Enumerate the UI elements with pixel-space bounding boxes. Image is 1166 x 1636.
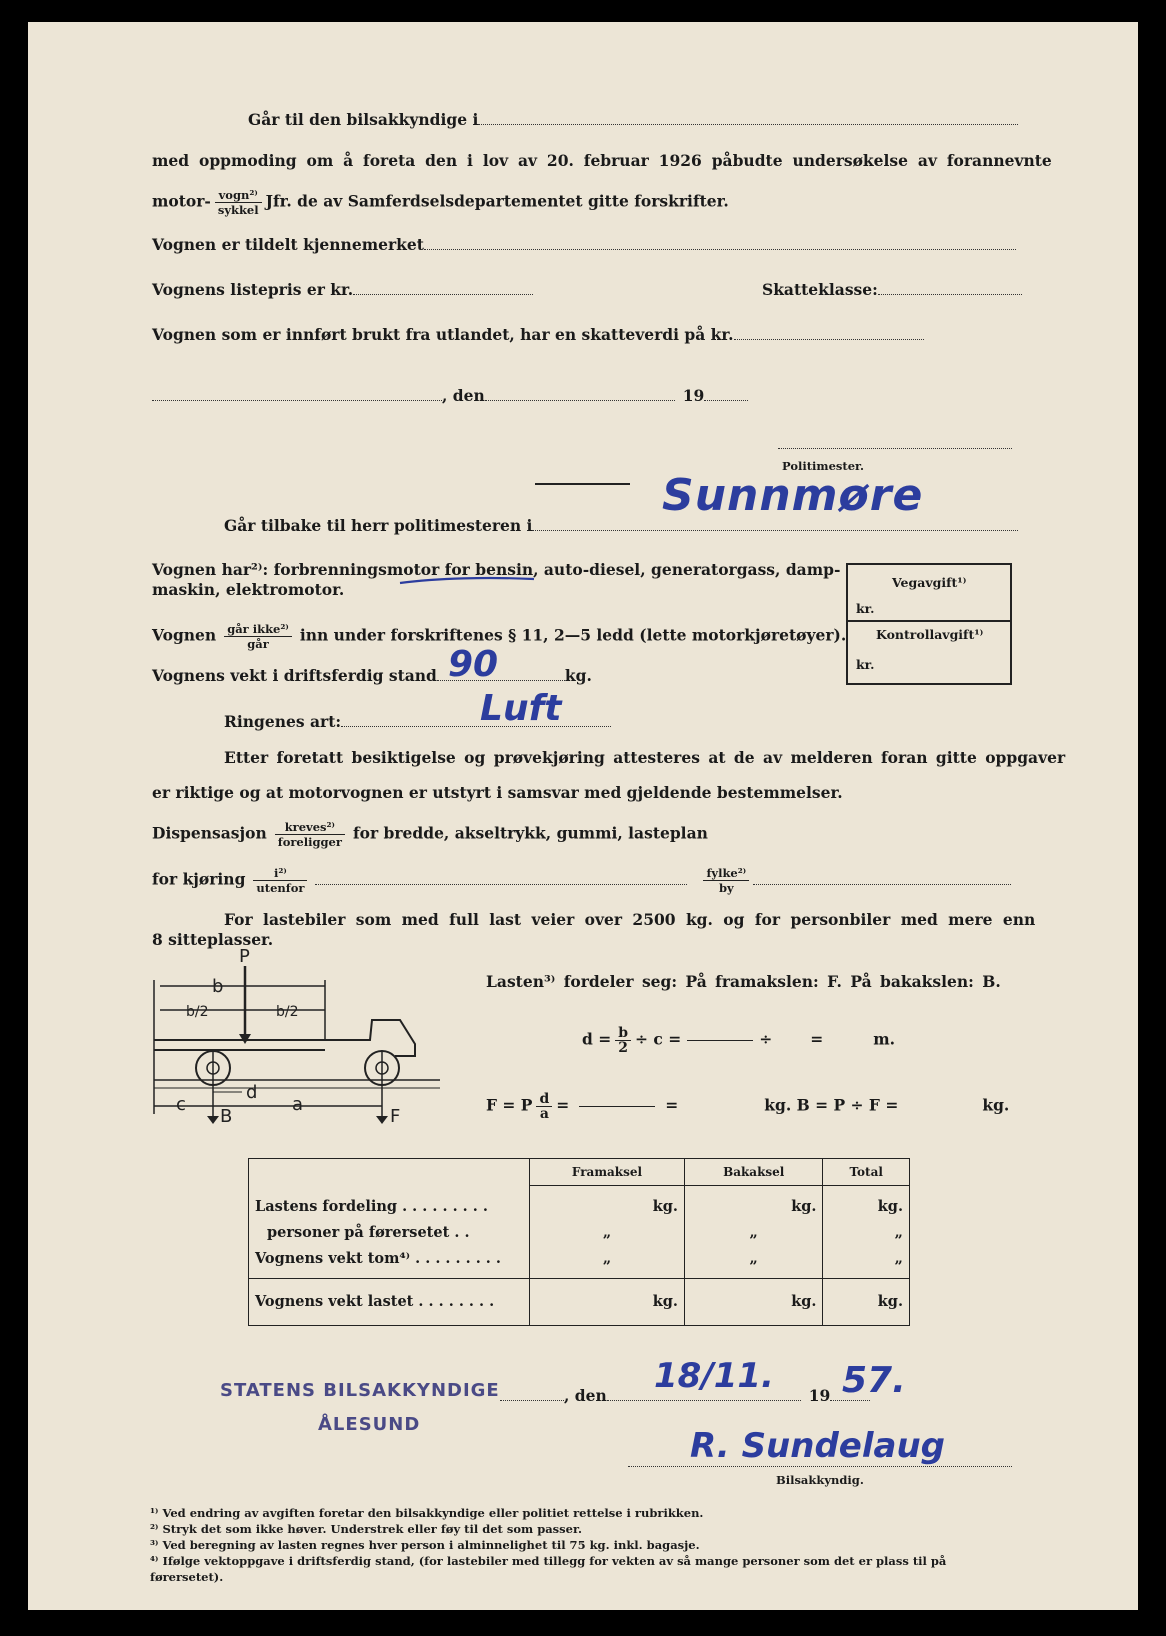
line-attest-1: Etter foretatt besiktigelse og prøvekjøring attesteres at de av melderen foran gitte oppgaver <box>224 748 1066 767</box>
table-row <box>249 1278 910 1325</box>
line-bilsakkyndige: Går til den bilsakkyndige i <box>248 110 1018 130</box>
ringenes-field[interactable] <box>341 712 611 727</box>
year-field[interactable] <box>704 386 748 401</box>
footer-date-line: , den 19 <box>500 1386 870 1406</box>
truck-cab <box>325 1020 415 1056</box>
table-row <box>249 1185 910 1220</box>
formula-f: F = P $\frac{d}{a}$ = = kg. B = P ÷ F = kg. <box>486 1091 1010 1122</box>
listepris-field[interactable] <box>353 280 533 295</box>
kjoring-field[interactable] <box>315 870 687 885</box>
line-tilbake: Går tilbake til herr politimesteren i <box>224 516 1018 536</box>
cell-framaksel[interactable]: „ <box>530 1246 685 1279</box>
line-oppmoding: med oppmoding om å foreta den i lov av 20. februar 1926 påbudte undersøkelse av forannevnte <box>152 151 1052 170</box>
diagram-b-axle-label: B <box>220 1106 233 1124</box>
row-label: Vognens vekt tom⁴⁾ . . . . . . . . . <box>249 1246 530 1279</box>
diagram-d-label: d <box>246 1082 258 1103</box>
line-lette-motorkjoretoyer: Vognen $\frac{\text{går ikke²⁾}}{\text{går}}$ inn under forskriftenes § 11, 2—5 ledd (lette motorkjøretøyer). <box>152 622 847 651</box>
row-label: personer på førersetet . . <box>249 1220 530 1246</box>
skatteverdi-field[interactable] <box>734 325 924 340</box>
date-field[interactable] <box>485 386 675 401</box>
cell-total[interactable]: „ <box>823 1220 910 1246</box>
kontrollavgift-label: Kontrollavgift¹⁾ <box>876 627 984 642</box>
formula-blank-1[interactable] <box>687 1040 753 1041</box>
cell-bakaksel[interactable]: kg. <box>684 1185 822 1220</box>
line-kjennemerke: Vognen er tildelt kjennemerket <box>152 235 1016 255</box>
line-skatteverdi: Vognen som er innført brukt fra utlandet, har en skatteverdi på kr. <box>152 325 924 345</box>
form-page <box>28 22 1138 1610</box>
cell-framaksel[interactable]: kg. <box>530 1185 685 1220</box>
cell-total[interactable]: kg. <box>823 1185 910 1220</box>
ringenes-handwritten: Luft <box>480 688 562 729</box>
footnote-4-continued: førersetet). <box>150 1570 224 1584</box>
vegavgift-kr: kr. <box>856 601 875 616</box>
fylke-field[interactable] <box>753 870 1011 885</box>
line-skatteklasse: Skatteklasse: <box>762 280 1022 300</box>
footnote-1: ¹⁾ Ved endring av avgiften foretar den bilsakkyndige eller politiet rettelse i rubrikken. <box>150 1506 704 1520</box>
kontrollavgift-kr: kr. <box>856 657 875 672</box>
politimester-signature-field[interactable] <box>778 434 1012 449</box>
politimester-label: Politimester. <box>782 459 865 473</box>
line-ringenes-art: Ringenes art: <box>224 712 611 732</box>
fee-box <box>846 563 1012 685</box>
vekt-handwritten: 90 <box>448 644 499 685</box>
cell-bakaksel[interactable]: „ <box>684 1220 822 1246</box>
diagram-b-half-right: b/2 <box>276 1004 299 1020</box>
kreves-fraction: $\frac{\text{kreves²⁾}}{\text{foreligger}}$ <box>275 820 345 849</box>
formula-blank-2[interactable] <box>579 1106 655 1107</box>
footnote-2: ²⁾ Stryk det som ikke høver. Understrek eller føy til det som passer. <box>150 1522 582 1536</box>
bilsakkyndig-label: Bilsakkyndig. <box>776 1473 864 1487</box>
formula-d: d = $\frac{b}{2}$ ÷ c = ÷ = m. <box>582 1025 896 1056</box>
header-total: Total <box>823 1159 910 1186</box>
skatteklasse-field[interactable] <box>878 280 1022 295</box>
line-lastebiler-2: 8 sitteplasser. <box>152 930 274 949</box>
axle-load-diagram <box>150 944 460 1124</box>
cell-framaksel[interactable]: kg. <box>530 1278 685 1325</box>
row-label: Lastens fordeling . . . . . . . . . <box>249 1185 530 1220</box>
kjennemerke-field[interactable] <box>424 235 1016 250</box>
bilsakkyndig-signature: R. Sundelaug <box>690 1426 945 1466</box>
vegavgift-label: Vegavgift¹⁾ <box>892 575 967 590</box>
fylke-by-fraction: $\frac{\text{fylke²⁾}}{by}$ <box>703 866 749 895</box>
cell-framaksel[interactable]: „ <box>530 1220 685 1246</box>
table-row <box>249 1220 910 1246</box>
line-dispensasjon: Dispensasjon $\frac{\text{kreves²⁾}}{\text{foreligger}}$ for bredde, akseltrykk, gummi, lasteplan <box>152 820 708 849</box>
fee-box-divider <box>848 620 1010 622</box>
header-bakaksel: Bakaksel <box>684 1159 822 1186</box>
diagram-b-label: b <box>212 976 224 997</box>
footer-date-handwritten: 18/11. <box>654 1356 774 1396</box>
footnote-3: ³⁾ Ved beregning av lasten regnes hver person i alminnelighet til 75 kg. inkl. bagasje. <box>150 1538 700 1552</box>
table-row <box>249 1246 910 1279</box>
cell-bakaksel[interactable]: kg. <box>684 1278 822 1325</box>
line-attest-2: er riktige og at motorvognen er utstyrt i samsvar med gjeldende bestemmelser. <box>152 783 843 802</box>
line-motor: motor- $\frac{\text{vogn²⁾}}{\text{sykkel}}$ Jfr. de av Samferdselsdepartementet gitte forskrifter. <box>152 188 729 217</box>
header-framaksel: Framaksel <box>530 1159 685 1186</box>
d-over-a-fraction: $\frac{d}{a}$ <box>536 1092 552 1121</box>
line-kjoring: for kjøring $\frac{\text{i²⁾}}{\text{utenfor}}$ $\frac{\text{fylke²⁾}}{by}$ <box>152 866 1011 895</box>
tilbake-handwritten: Sunnmøre <box>662 470 924 521</box>
i-utenfor-fraction: $\frac{\text{i²⁾}}{\text{utenfor}}$ <box>253 866 307 895</box>
footnote-4: ⁴⁾ Ifølge vektoppgave i driftsferdig stand, (for lastebiler med tillegg for vekten av så mange personer som det er plass til på <box>150 1554 947 1568</box>
stamp-line-2: ÅLESUND <box>318 1414 421 1435</box>
table-header-row <box>249 1159 910 1186</box>
cell-total[interactable]: kg. <box>823 1278 910 1325</box>
lasten-fordeling-text: Lasten³⁾ fordeler seg: På framakslen: F. På bakakslen: B. <box>486 972 1001 991</box>
row-label: Vognens vekt lastet . . . . . . . . <box>249 1278 530 1325</box>
section-divider <box>535 483 630 485</box>
diagram-f-axle-label: F <box>390 1106 401 1124</box>
load-distribution-table <box>248 1158 910 1326</box>
diagram-p-label: P <box>239 946 250 967</box>
line-vekt: Vognens vekt i driftsferdig stand kg. <box>152 666 592 685</box>
footer-year-handwritten: 57. <box>842 1360 906 1401</box>
diagram-a-label: a <box>292 1094 304 1115</box>
diagram-c-label: c <box>176 1094 186 1115</box>
bilsakkyndige-field[interactable] <box>478 110 1018 125</box>
stamp-line-1: STATENS BILSAKKYNDIGE <box>220 1380 500 1401</box>
diagram-b-half-left: b/2 <box>186 1004 209 1020</box>
gar-ikke-fraction: $\frac{\text{går ikke²⁾}}{\text{går}}$ <box>224 622 292 651</box>
line-listepris: Vognens listepris er kr. <box>152 280 533 300</box>
line-vognen-har: Vognen har²⁾: forbrenningsmotor for bensin, auto-diesel, generatorgass, damp- <box>152 560 841 579</box>
line-place-date: , den 19 <box>152 386 748 406</box>
vogn-sykkel-fraction: $\frac{\text{vogn²⁾}}{\text{sykkel}}$ <box>215 188 262 217</box>
b-over-2-fraction: $\frac{b}{2}$ <box>615 1026 631 1055</box>
line-lastebiler-1: For lastebiler som med full last veier over 2500 kg. og for personbiler med mere enn <box>224 910 1036 929</box>
footer-place-field[interactable] <box>500 1386 564 1401</box>
place-field[interactable] <box>152 386 442 401</box>
cell-bakaksel[interactable]: „ <box>684 1246 822 1279</box>
line-vognen-har-2: maskin, elektromotor. <box>152 580 345 599</box>
cell-total[interactable]: „ <box>823 1246 910 1279</box>
underline-bensin <box>398 574 538 586</box>
